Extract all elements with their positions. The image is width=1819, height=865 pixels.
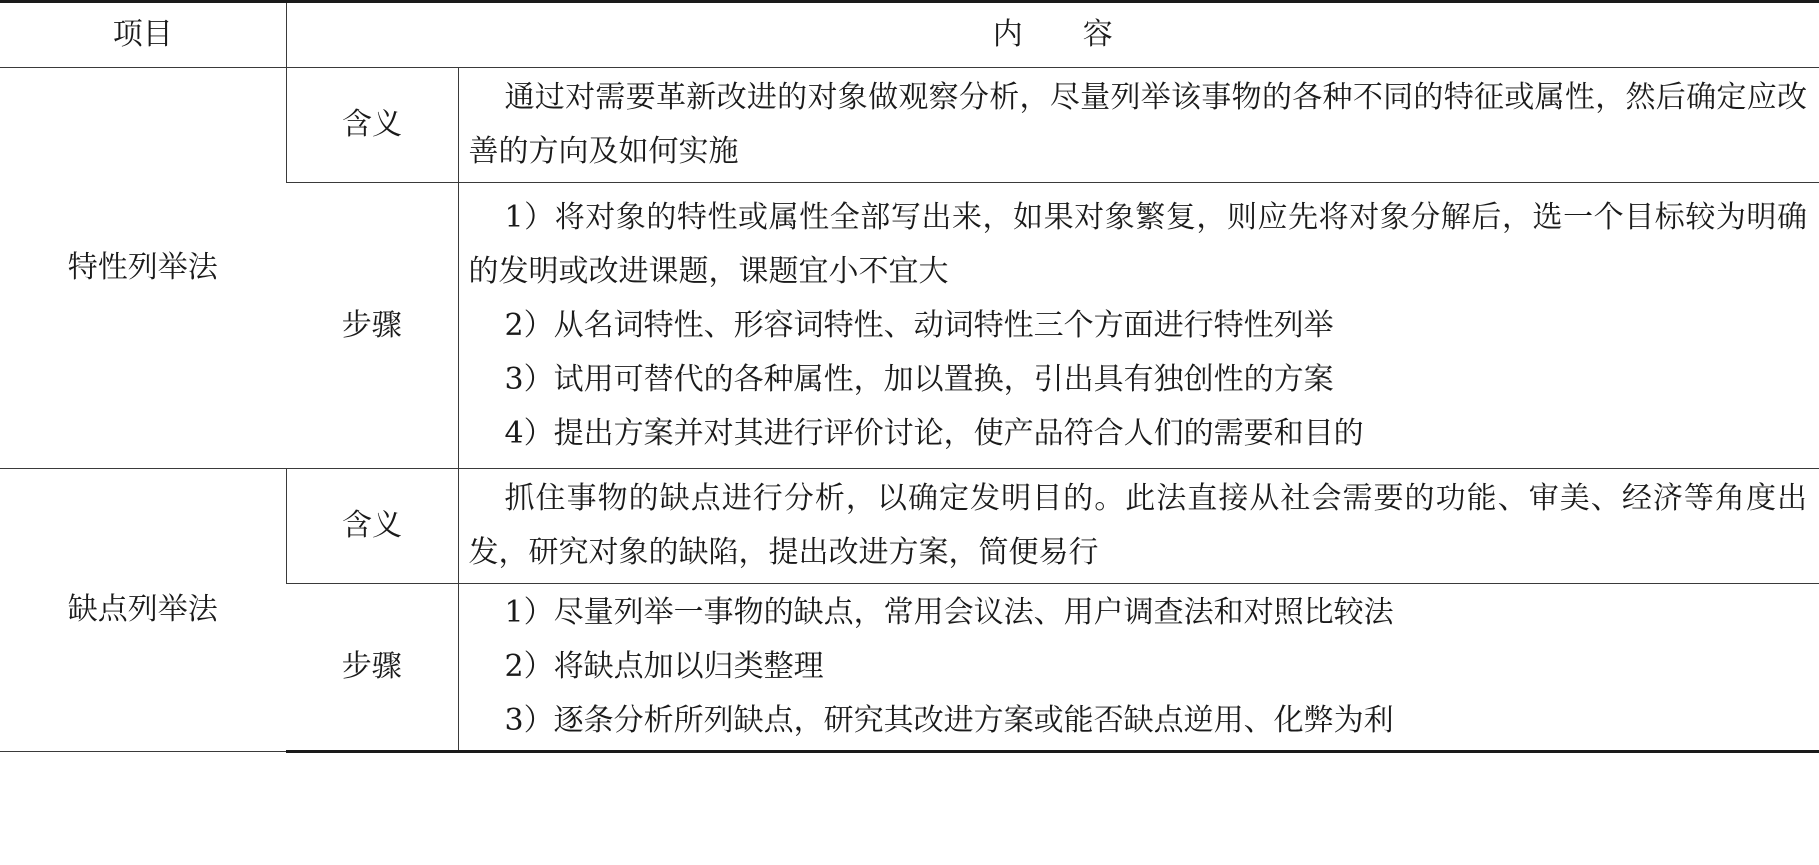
step-item: 3）逐条分析所列缺点，研究其改进方案或能否缺点逆用、化弊为利: [504, 703, 1394, 738]
steps-cell: [458, 584, 1819, 752]
step-item: 1）尽量列举一事物的缺点，常用会议法、用户调查法和对照比较法: [504, 595, 1394, 630]
steps-label-cell: 步骤: [286, 584, 458, 752]
method-name-cell: 特性列举法: [0, 68, 286, 469]
table-header-row: [0, 2, 1819, 68]
meaning-text: 通过对需要革新改进的对象做观察分析，尽量列举该事物的各种不同的特征或属性，然后确定应改善的方向及如何实施: [468, 80, 1807, 169]
step-item: 2）将缺点加以归类整理: [504, 649, 824, 684]
table-row: [0, 469, 1819, 584]
meaning-label-cell: 含义: [286, 68, 458, 183]
meaning-text-cell: [458, 68, 1819, 183]
step-item: 4）提出方案并对其进行评价讨论，使产品符合人们的需要和目的: [504, 415, 1364, 451]
header-content-cell: 内 容: [286, 2, 1819, 68]
meaning-text-cell: [458, 469, 1819, 584]
step-item: 1）将对象的特性或属性全部写出来，如果对象繁复，则应先将对象分解后，选一个目标较为明确的发明或改进课题，课题宜小不宜大: [468, 199, 1807, 289]
header-item-cell: 项目: [0, 2, 286, 68]
meaning-label-cell: 含义: [286, 469, 458, 584]
steps-label-cell: 步骤: [286, 183, 458, 469]
meaning-text: 抓住事物的缺点进行分析，以确定发明目的。此法直接从社会需要的功能、审美、经济等角度出发，研究对象的缺陷，提出改进方案，简便易行: [468, 481, 1807, 570]
step-item: 3）试用可替代的各种属性，加以置换，引出具有独创性的方案: [504, 361, 1334, 397]
table-row: [0, 68, 1819, 183]
steps-cell: [458, 183, 1819, 469]
step-item: 2）从名词特性、形容词特性、动词特性三个方面进行特性列举: [504, 307, 1334, 343]
method-name-cell: 缺点列举法: [0, 469, 286, 752]
